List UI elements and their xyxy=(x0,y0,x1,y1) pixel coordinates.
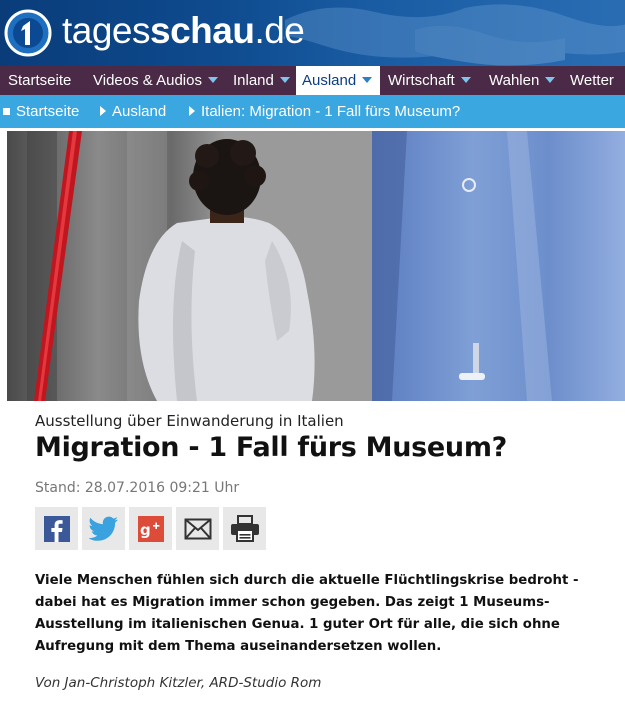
site-name[interactable] xyxy=(62,8,304,54)
share-email-button[interactable] xyxy=(176,507,219,550)
facebook-icon xyxy=(44,516,70,542)
main-nav xyxy=(0,66,625,95)
article-author: Von Jan-Christoph Kitzler, ARD-Studio Rom xyxy=(35,675,322,691)
nav-item-wirtschaft[interactable] xyxy=(382,66,477,95)
hero-image xyxy=(7,131,625,401)
chevron-down-icon xyxy=(208,77,218,83)
share-twitter-button[interactable] xyxy=(82,507,125,550)
tagesschau-1-logo-icon[interactable] xyxy=(4,9,52,57)
breadcrumb-label: Italien: Migration - 1 Fall fürs Museum? xyxy=(201,103,461,120)
chevron-down-icon xyxy=(545,77,555,83)
nav-item-inland[interactable] xyxy=(227,66,296,95)
breadcrumb-label: Startseite xyxy=(16,103,80,120)
email-icon xyxy=(184,518,212,540)
article-timestamp: Stand: 28.07.2016 09:21 Uhr xyxy=(35,480,240,496)
breadcrumb xyxy=(0,95,625,128)
breadcrumb-arrow-icon xyxy=(100,106,106,116)
breadcrumb-label: Ausland xyxy=(112,103,167,120)
twitter-icon xyxy=(89,516,119,542)
site-name-bold: schau xyxy=(150,10,255,51)
breadcrumb-square-icon xyxy=(3,108,10,115)
breadcrumb-item-current[interactable] xyxy=(189,95,460,128)
site-name-suffix: .de xyxy=(254,10,305,51)
breadcrumb-arrow-icon xyxy=(189,106,195,116)
nav-item-wetter[interactable] xyxy=(564,66,620,95)
nav-item-label: Wetter xyxy=(570,72,614,89)
chevron-down-icon xyxy=(362,77,372,83)
nav-item-label: Inland xyxy=(233,72,274,89)
site-header xyxy=(0,0,625,66)
breadcrumb-item-startseite[interactable] xyxy=(3,95,79,128)
share-print-button[interactable] xyxy=(223,507,266,550)
svg-text:g: g xyxy=(139,520,151,539)
breadcrumb-item-ausland[interactable] xyxy=(100,95,166,128)
world-map-decoration xyxy=(265,0,625,66)
nav-item-wahlen[interactable] xyxy=(483,66,561,95)
nav-item-label: Videos & Audios xyxy=(93,72,202,89)
nav-item-startseite[interactable] xyxy=(2,66,77,95)
nav-item-label: Startseite xyxy=(8,72,72,89)
article-lead: Viele Menschen fühlen sich durch die aktuelle Flüchtlingskrise bedroht - dabei hat es Migration immer schon gegeben. Das zeigt 1 Museums-Ausstellung im italienischen Genua. 1 guter Ort für alle, die sich ohne Aufregung mit dem Thema auseinandersetzen wollen. xyxy=(35,573,579,654)
nav-item-ausland[interactable] xyxy=(296,66,380,95)
print-icon xyxy=(230,515,260,543)
googleplus-icon xyxy=(138,516,164,542)
article-kicker: Ausstellung über Einwanderung in Italien xyxy=(35,412,344,430)
nav-item-label: Ausland xyxy=(302,72,357,89)
site-name-light: tages xyxy=(62,10,151,51)
chevron-down-icon xyxy=(461,77,471,83)
nav-item-label: Wahlen xyxy=(489,72,540,89)
nav-item-label: Wirtschaft xyxy=(388,72,455,89)
share-googleplus-button[interactable] xyxy=(129,507,172,550)
chevron-down-icon xyxy=(280,77,290,83)
nav-item-videos-audios[interactable] xyxy=(87,66,224,95)
share-facebook-button[interactable] xyxy=(35,507,78,550)
article-headline: Migration - 1 Fall fürs Museum? xyxy=(35,432,508,463)
